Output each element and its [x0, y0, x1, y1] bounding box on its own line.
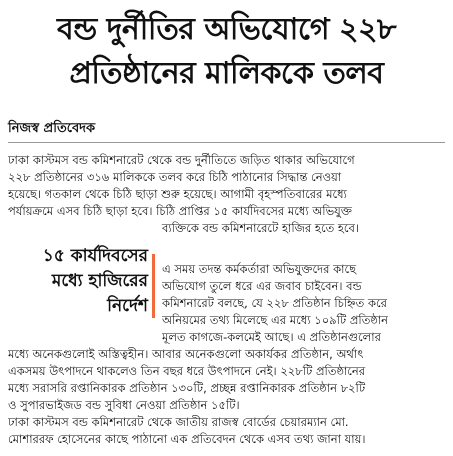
- body-line: পর্যায়ক্রমে এসব চিঠি ছাড়া হবে। চিঠি প্রাপ্তির ১৫ কার্যদিবসের মধ্যে অভিযুক্ত: [8, 204, 352, 218]
- body-paragraph-bottom: [8, 346, 445, 448]
- body-line: মূলত কাগজে-কলমেই আছে। এ প্রতিষ্ঠানগুলোর: [162, 330, 381, 344]
- body-line: হয়েছে। গতকাল থেকে চিঠি ছাড়া শুরু হয়েছে। আগামী বৃহস্পতিবারের মধ্যে: [8, 187, 347, 201]
- body-line: ঢাকা কাস্টমস বন্ড কমিশনারেট থেকে জাতীয় রাজস্ব বোর্ডের চেয়ারম্যান মো.: [8, 415, 349, 429]
- pull-quote: [8, 244, 148, 319]
- body-line: ঢাকা কাস্টমস বন্ড কমিশনারেট থেকে বন্ড দুর্নীতিতে জড়িত থাকার অভিযোগে: [8, 153, 355, 167]
- pull-quote-accent-bar: [152, 254, 155, 318]
- body-paragraph-side: [162, 261, 445, 346]
- byline: নিজস্ব প্রতিবেদক: [8, 121, 96, 136]
- body-line: মোশাররফ হোসেনের কাছে পাঠানো এক প্রতিবেদন থেকে এসব তথ্য জানা যায়।: [8, 432, 366, 446]
- body-line: অভিযোগ তুলে ধরে এর জবাব চাইবেন। বন্ড: [162, 279, 362, 293]
- body-line: এ সময় তদন্ত কর্মকর্তারা অভিযুক্তদের কাছে: [162, 262, 357, 276]
- body-paragraph-top: [8, 152, 445, 237]
- body-line: ২২৮ প্রতিষ্ঠানের ৩১৬ মালিককে তলব করে চিঠি পাঠানোর সিদ্ধান্ত নেওয়া: [8, 170, 342, 184]
- pull-quote-line: মধ্যে হাজিরের: [51, 271, 148, 291]
- body-line: অনিয়মের তথ্য মিলেছে এর মধ্যে ১০৯টি প্রতিষ্ঠান: [162, 313, 389, 327]
- body-line: ও সুপারভাইজড বন্ড সুবিধা নেওয়া প্রতিষ্ঠান ১৫টি।: [8, 398, 240, 412]
- pull-quote-line: ১৫ কার্যদিবসের: [42, 246, 148, 266]
- headline: [0, 8, 453, 96]
- body-line: মধ্যে অনেকগুলোই অস্তিত্বহীন। আবার অনেকগুলো অকার্যকর প্রতিষ্ঠান, অর্থাৎ: [8, 347, 364, 361]
- body-line: মধ্যে সরাসরি রপ্তানিকারক প্রতিষ্ঠান ১৩০টি, প্রচ্ছন্ন রপ্তানিকারক প্রতিষ্ঠান ৮২টি: [8, 381, 366, 395]
- body-line: কমিশনারেট বলছে, যে ২২৮ প্রতিষ্ঠান চিহ্নিত করে: [162, 296, 387, 310]
- headline-line-2: প্রতিষ্ঠানের মালিককে তলব: [69, 56, 384, 91]
- byline-divider: [8, 142, 445, 143]
- body-line: একসময় উৎপাদনে থাকলেও তিন বছর ধরে উৎপাদনে নেই। ২২৮টি প্রতিষ্ঠানের: [8, 364, 366, 378]
- pull-quote-line: নির্দেশ: [107, 296, 148, 316]
- headline-line-1: বন্ড দুর্নীতির অভিযোগে ২২৮: [57, 12, 396, 47]
- body-line: ব্যক্তিকে বন্ড কমিশনারেটে হাজির হতে হবে।: [162, 221, 360, 235]
